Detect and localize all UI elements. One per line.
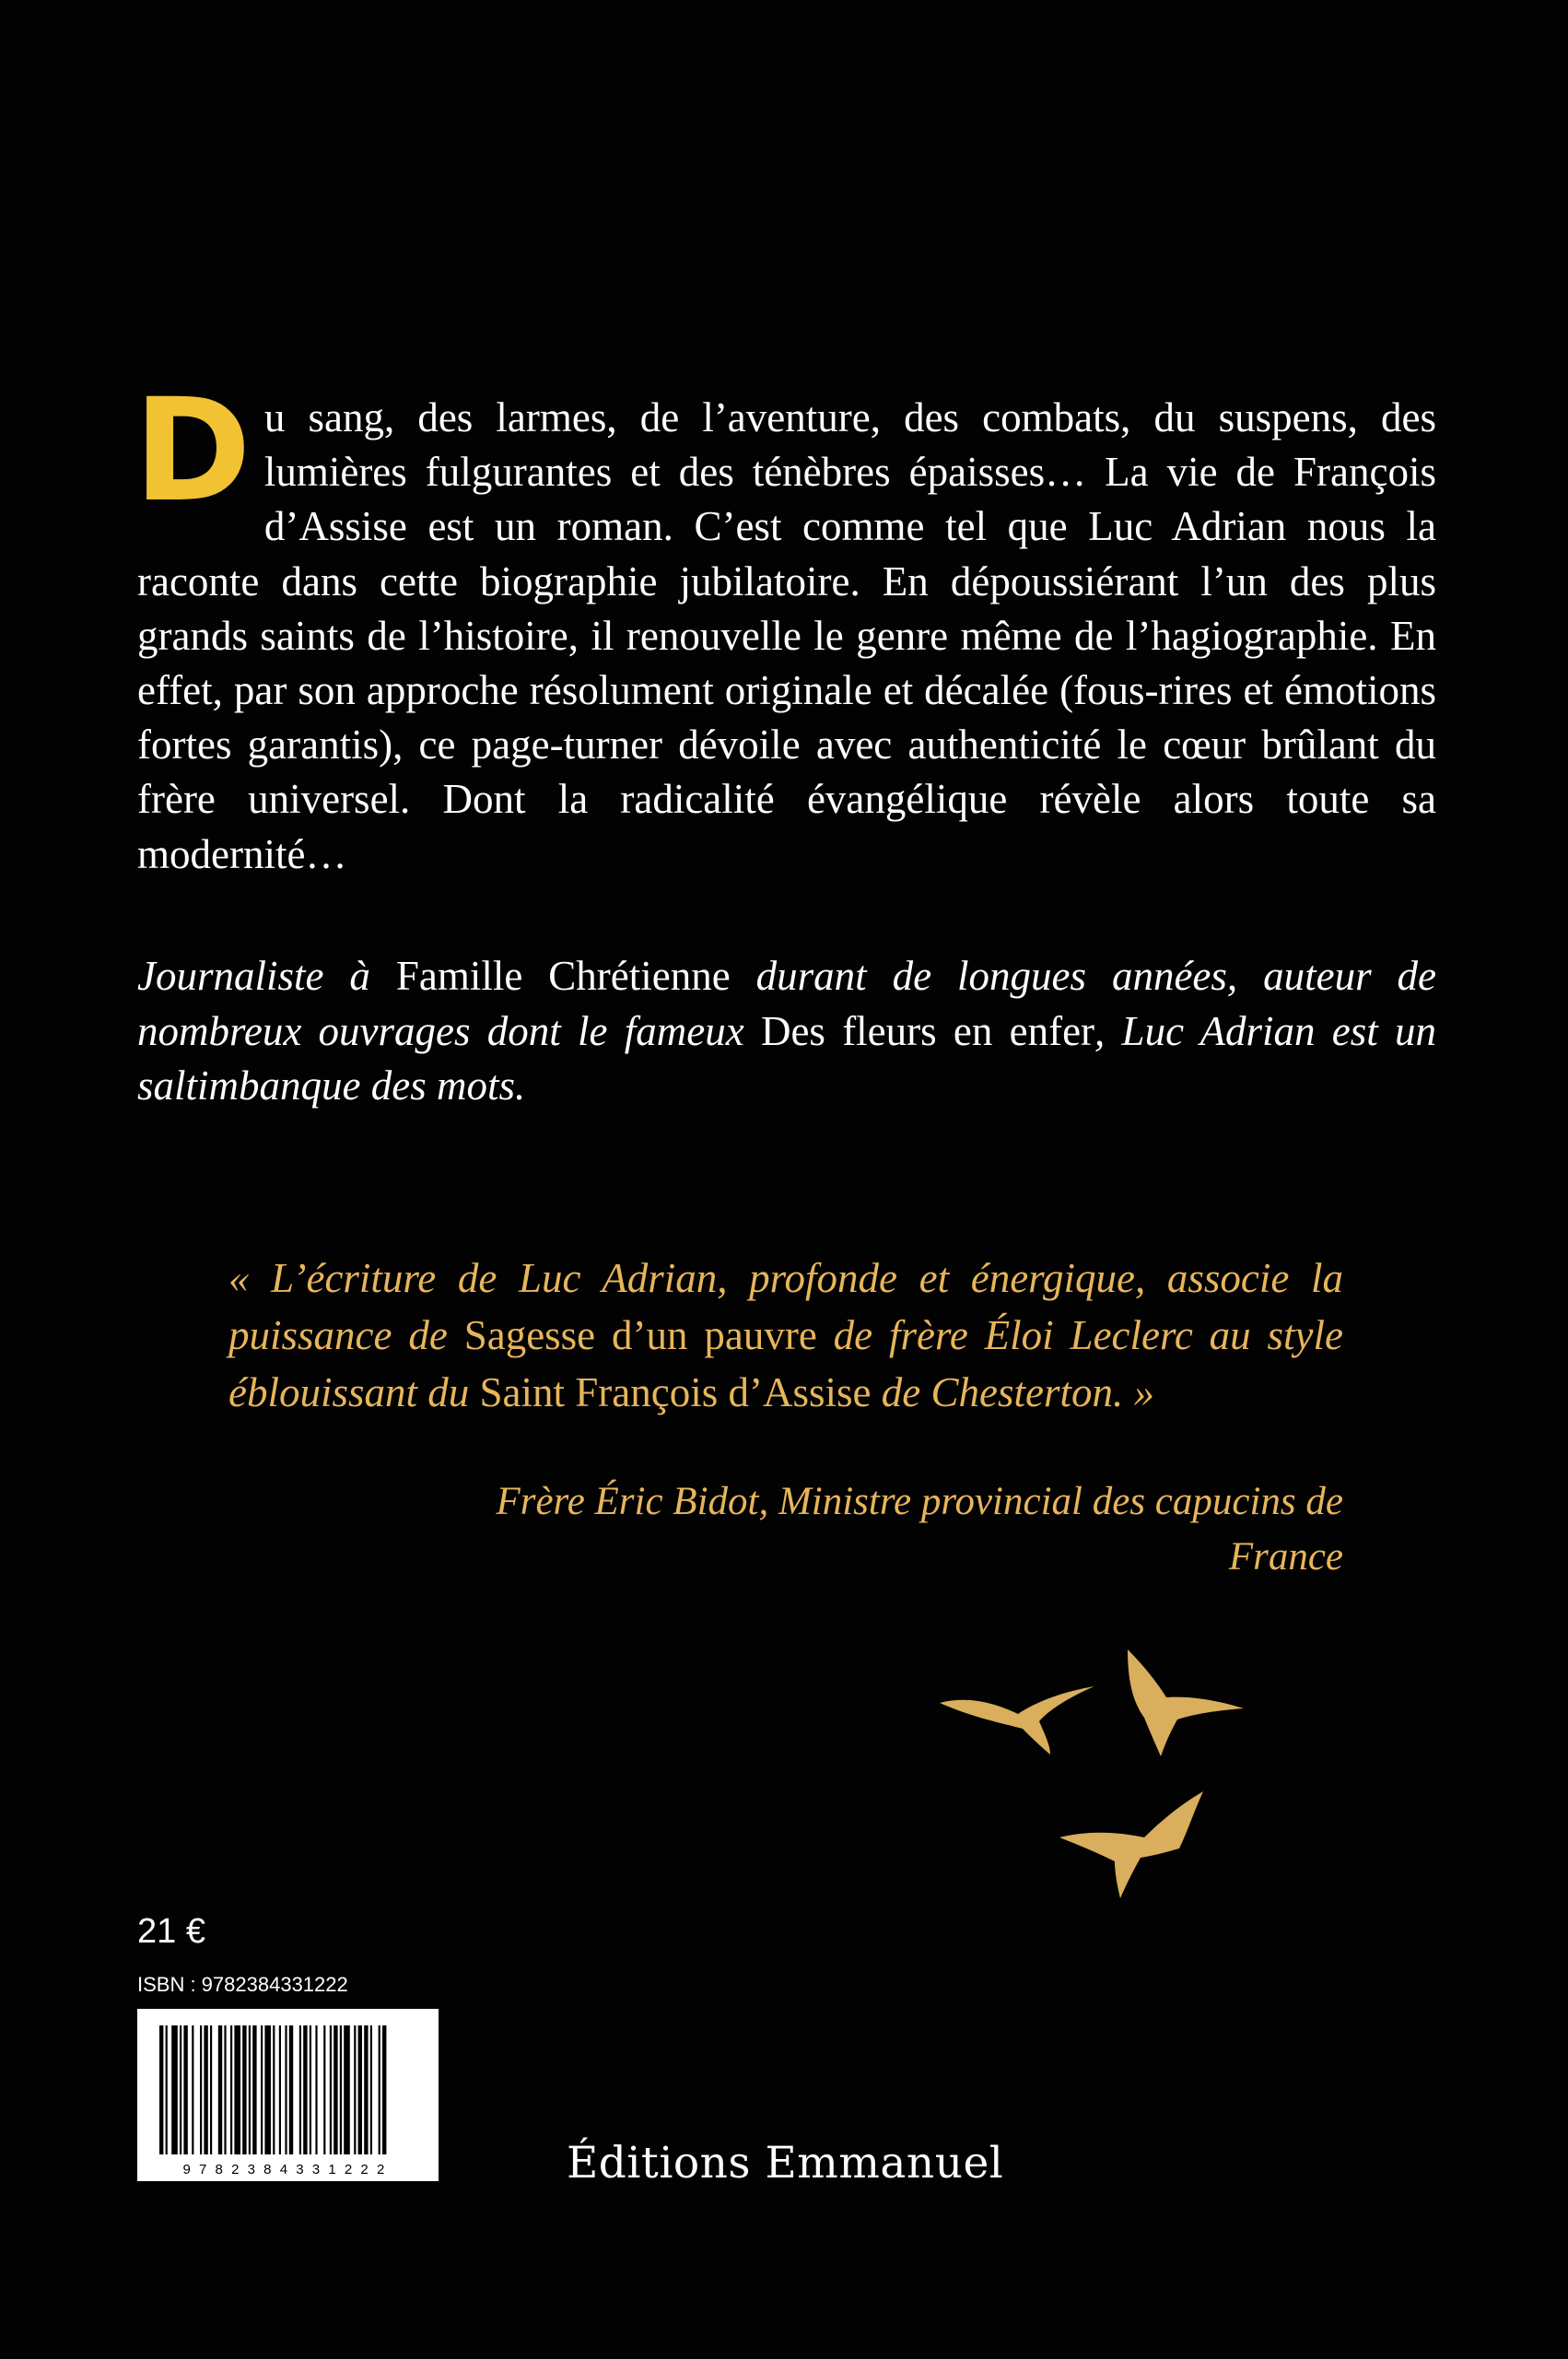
- quote-text-3: de Chesterton. »: [871, 1369, 1154, 1415]
- bird-icon-bottom: [1059, 1791, 1203, 1898]
- author-bio: [137, 949, 1436, 1114]
- quote-book-title-2: Saint François d’Assise: [479, 1369, 872, 1415]
- isbn-label: ISBN : 9782384331222: [137, 1973, 348, 1996]
- barcode: [137, 2009, 439, 2181]
- bio-book-title: Des fleurs en enfer: [760, 1007, 1095, 1054]
- bird-icon-left: [940, 1686, 1094, 1755]
- bio-magazine-title: Famille Chrétienne: [395, 953, 731, 999]
- drop-cap-letter: D: [134, 369, 252, 534]
- bio-text-1: Journaliste à: [137, 953, 396, 999]
- blurb-paragraph: [134, 369, 1436, 882]
- quote-text-1: « L’écriture de Luc Adrian, profonde et énergique, associe la puissance de: [228, 1255, 1343, 1358]
- blurb-text: u sang, des larmes, de l’aventure, des combats, du suspens, des lumières fulgurantes et des ténèbres épaisses… La vie de François d’Assise est un roman. C’est comme tel que Luc Adrian nous la raconte dans cette biographie jubilatoire. En dépoussiérant l’un des plus grands saints de l’histoire, il renouvelle le genre même de l’hagiographie. En effet, par son approche résolument originale et décalée (fous-rires et émotions fortes garantis), ce page-turner dévoile avec authenticité le cœur brûlant du frère universel. Dont la radicalité évangélique révèle alors toute sa modernité…: [137, 394, 1436, 877]
- birds-illustration: [930, 1649, 1262, 1917]
- barcode-digits: 9782384331222: [182, 2162, 393, 2177]
- barcode-bars: [137, 2009, 439, 2181]
- quote-book-title-1: Sagesse d’un pauvre: [463, 1312, 817, 1358]
- bird-icon-right: [1128, 1649, 1244, 1756]
- bio-text-2: durant de longues années, auteur de nombreux ouvrages dont le fameux: [137, 953, 1436, 1054]
- price-label: 21 €: [137, 1912, 205, 1951]
- bio-text-3: , Luc Adrian est un saltimbanque des mots.: [137, 1007, 1436, 1109]
- endorsement-quote: [228, 1250, 1343, 1421]
- quote-text-2: de frère Éloi Leclerc au style éblouissant du: [228, 1312, 1344, 1415]
- publisher-name: Éditions Emmanuel: [567, 2138, 1004, 2189]
- quote-attribution: Frère Éric Bidot, Ministre provincial des capucins de France: [496, 1480, 1343, 1579]
